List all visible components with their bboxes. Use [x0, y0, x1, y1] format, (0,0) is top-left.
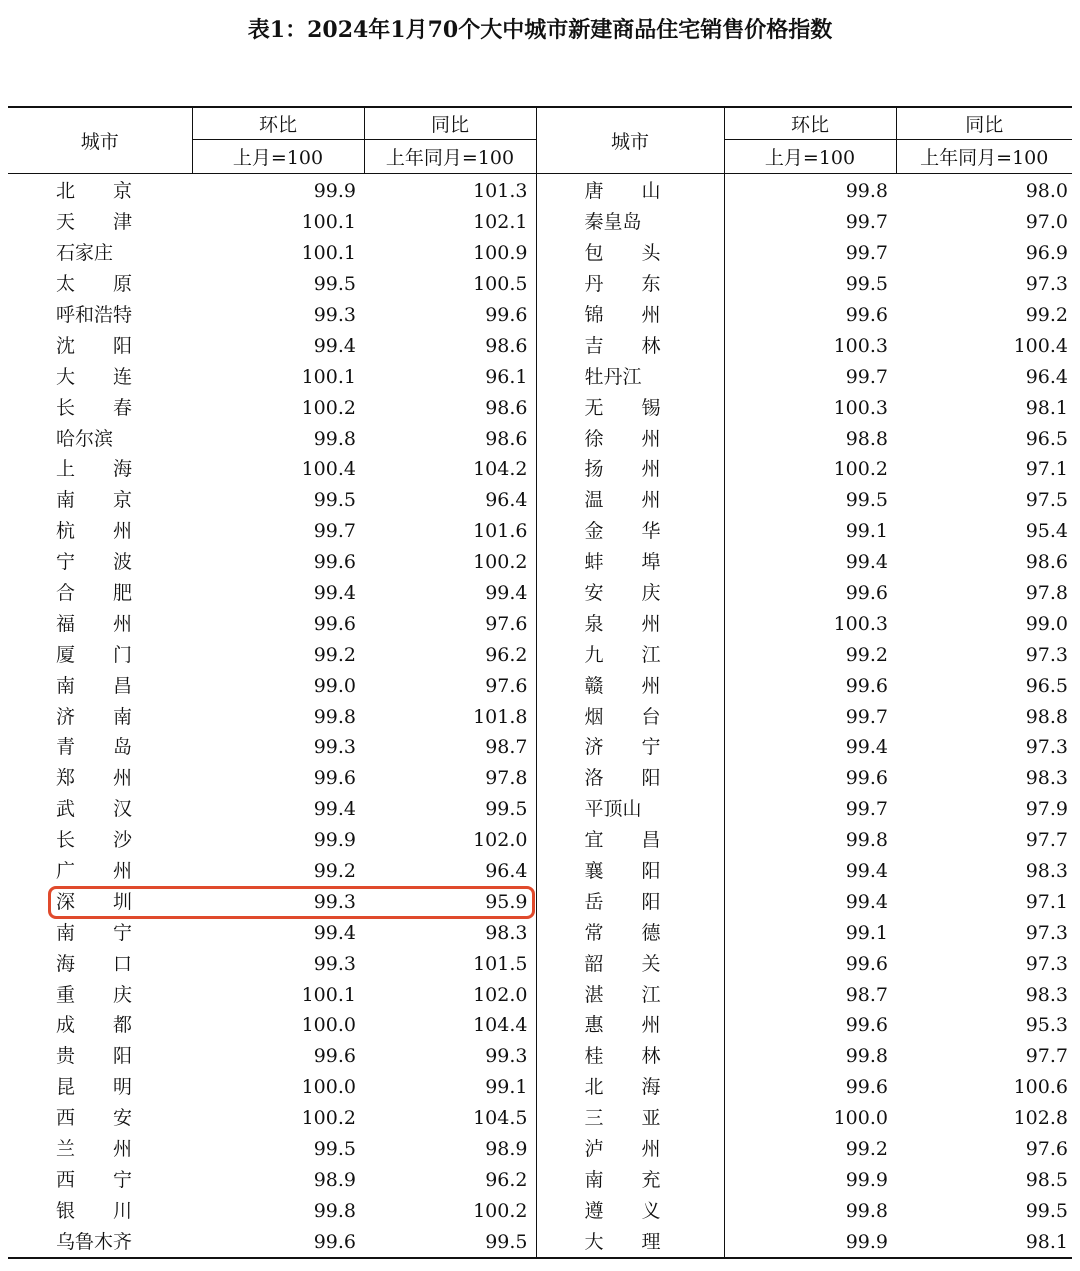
table-row [8, 300, 1072, 331]
cell-mom-left: 100.0 [301, 1014, 356, 1037]
cell-yoy-right: 98.3 [1025, 983, 1068, 1006]
cell-mom-right: 99.1 [724, 917, 896, 948]
cell-mom-left: 99.4 [313, 921, 356, 944]
cell-mom-right: 99.6 [724, 670, 896, 701]
cell-mom-left: 99.6 [313, 551, 356, 574]
cell-city-right: 吉 林 [536, 330, 724, 361]
cell-city-left: 北 京 [56, 180, 133, 203]
cell-city-right: 岳 阳 [536, 886, 724, 917]
cell-yoy-right: 97.7 [1025, 829, 1068, 852]
cell-mom-right: 99.4 [724, 732, 896, 763]
cell-city-right: 蚌 埠 [536, 547, 724, 578]
cell-city-left: 天 津 [56, 211, 133, 234]
cell-mom-right: 99.5 [724, 485, 896, 516]
cell-city-left: 济 南 [56, 705, 133, 728]
cell-yoy-left: 96.4 [485, 489, 528, 512]
cell-mom-left: 99.9 [313, 829, 356, 852]
cell-yoy-right: 97.6 [1025, 1138, 1068, 1161]
table-row [8, 423, 1072, 454]
cell-yoy-right: 98.6 [1025, 551, 1068, 574]
cell-mom-left: 100.2 [301, 396, 356, 419]
cell-yoy-right: 99.5 [1025, 1199, 1068, 1222]
cell-city-right: 扬 州 [536, 454, 724, 485]
cell-yoy-right: 97.5 [1025, 489, 1068, 512]
header-mom-right: 环比 [724, 107, 896, 140]
cell-yoy-left: 102.0 [473, 829, 528, 852]
table-row [8, 207, 1072, 238]
cell-yoy-left: 98.7 [485, 736, 528, 759]
cell-yoy-right: 98.3 [1025, 767, 1068, 790]
cell-yoy-left: 99.4 [485, 582, 528, 605]
cell-mom-left: 99.3 [313, 952, 356, 975]
cell-yoy-left: 99.6 [485, 304, 528, 326]
cell-mom-right: 99.5 [724, 269, 896, 300]
cell-yoy-left: 95.9 [485, 890, 528, 913]
cell-mom-left: 99.6 [313, 1230, 356, 1253]
cell-city-right: 烟 台 [536, 701, 724, 732]
table-row [8, 794, 1072, 825]
cell-yoy-left: 99.3 [485, 1045, 528, 1068]
table-row [8, 485, 1072, 516]
table-row [8, 361, 1072, 392]
cell-yoy-left: 102.0 [473, 983, 528, 1006]
cell-mom-right: 99.7 [724, 207, 896, 238]
cell-mom-right: 99.9 [724, 1165, 896, 1196]
cell-city-left: 昆 明 [56, 1076, 133, 1099]
cell-yoy-left: 96.4 [485, 860, 528, 883]
cell-city-right: 九 江 [536, 639, 724, 670]
cell-yoy-left: 100.5 [473, 273, 528, 296]
cell-city-left: 哈尔滨 [56, 427, 114, 450]
cell-yoy-right: 97.3 [1025, 273, 1068, 296]
table-row [8, 732, 1072, 763]
cell-mom-left: 99.8 [313, 1199, 356, 1222]
cell-mom-left: 100.2 [301, 1107, 356, 1130]
cell-mom-left: 100.1 [301, 242, 356, 265]
cell-yoy-right: 102.8 [1013, 1107, 1068, 1130]
table-row [8, 1041, 1072, 1072]
cell-mom-right: 100.3 [724, 330, 896, 361]
cell-city-right: 平顶山 [536, 794, 724, 825]
cell-yoy-left: 98.9 [485, 1138, 528, 1161]
table-row [8, 269, 1072, 300]
cell-city-right: 常 德 [536, 917, 724, 948]
table-header [8, 107, 1072, 174]
cell-yoy-left: 96.2 [485, 1168, 528, 1191]
cell-mom-left: 99.5 [313, 273, 356, 296]
table-row [8, 639, 1072, 670]
cell-city-right: 泸 州 [536, 1134, 724, 1165]
cell-mom-right: 99.8 [724, 1195, 896, 1226]
cell-mom-right: 99.4 [724, 547, 896, 578]
cell-city-left: 郑 州 [56, 767, 133, 790]
cell-yoy-left: 101.8 [473, 705, 528, 728]
cell-yoy-right: 95.3 [1025, 1014, 1068, 1037]
cell-yoy-right: 97.7 [1025, 1045, 1068, 1068]
table-row [8, 917, 1072, 948]
cell-city-right: 南 充 [536, 1165, 724, 1196]
cell-mom-right: 99.7 [724, 701, 896, 732]
cell-mom-right: 99.1 [724, 516, 896, 547]
table-row [8, 701, 1072, 732]
cell-city-right: 济 宁 [536, 732, 724, 763]
cell-yoy-right: 97.8 [1025, 582, 1068, 605]
cell-mom-right: 100.3 [724, 392, 896, 423]
cell-city-right: 洛 阳 [536, 763, 724, 794]
cell-yoy-right: 96.5 [1025, 427, 1068, 450]
cell-city-right: 秦皇岛 [536, 207, 724, 238]
cell-city-left: 兰 州 [56, 1138, 133, 1161]
table-row [8, 238, 1072, 269]
cell-city-left: 西 宁 [56, 1168, 133, 1191]
table-row [8, 1165, 1072, 1196]
header-city-right: 城市 [536, 107, 724, 174]
table-row [8, 516, 1072, 547]
header-yoy-base-right: 上年同月=100 [896, 140, 1072, 174]
cell-mom-left: 99.4 [313, 334, 356, 357]
cell-mom-left: 99.6 [313, 1045, 356, 1068]
cell-city-left: 厦 门 [56, 643, 133, 666]
cell-city-right: 韶 关 [536, 948, 724, 979]
cell-yoy-right: 100.6 [1013, 1076, 1068, 1099]
cell-city-right: 宜 昌 [536, 825, 724, 856]
table-row [8, 392, 1072, 423]
cell-city-right: 安 庆 [536, 578, 724, 609]
cell-city-left: 沈 阳 [56, 334, 133, 357]
cell-city-left: 广 州 [56, 860, 133, 883]
cell-city-left: 青 岛 [56, 736, 133, 759]
cell-city-left: 上 海 [56, 458, 133, 481]
cell-yoy-right: 98.5 [1025, 1168, 1068, 1191]
cell-yoy-left: 100.2 [473, 551, 528, 574]
cell-mom-left: 100.0 [301, 1076, 356, 1099]
cell-yoy-left: 97.6 [485, 674, 528, 697]
cell-yoy-right: 95.4 [1025, 520, 1068, 543]
cell-mom-left: 99.3 [313, 736, 356, 759]
cell-city-left: 太 原 [56, 273, 133, 296]
cell-city-right: 赣 州 [536, 670, 724, 701]
cell-city-right: 丹 东 [536, 269, 724, 300]
cell-mom-left: 99.7 [313, 520, 356, 543]
cell-mom-right: 99.8 [724, 825, 896, 856]
cell-city-right: 北 海 [536, 1072, 724, 1103]
cell-mom-left: 99.4 [313, 798, 356, 821]
cell-city-left: 武 汉 [56, 798, 133, 821]
cell-mom-right: 99.7 [724, 238, 896, 269]
cell-city-right: 泉 州 [536, 608, 724, 639]
cell-city-right: 大 理 [536, 1226, 724, 1258]
cell-city-left: 福 州 [56, 612, 133, 635]
cell-mom-left: 100.1 [301, 365, 356, 388]
cell-mom-right: 100.3 [724, 608, 896, 639]
cell-yoy-right: 99.0 [1025, 612, 1068, 635]
cell-mom-left: 99.8 [313, 705, 356, 728]
cell-city-right: 三 亚 [536, 1103, 724, 1134]
cell-city-right: 唐 山 [536, 174, 724, 207]
cell-city-left: 南 京 [56, 489, 133, 512]
header-mom-left: 环比 [192, 107, 364, 140]
table-row [8, 1195, 1072, 1226]
cell-yoy-left: 99.1 [485, 1076, 528, 1099]
cell-yoy-right: 97.3 [1025, 921, 1068, 944]
cell-yoy-left: 100.2 [473, 1199, 528, 1222]
cell-mom-right: 99.4 [724, 886, 896, 917]
cell-mom-right: 99.8 [724, 174, 896, 207]
cell-yoy-left: 102.1 [473, 211, 528, 234]
cell-city-right: 无 锡 [536, 392, 724, 423]
cell-mom-left: 99.9 [313, 180, 356, 203]
cell-yoy-right: 97.1 [1025, 458, 1068, 481]
cell-mom-right: 99.6 [724, 1072, 896, 1103]
table-row [8, 1072, 1072, 1103]
cell-mom-right: 100.0 [724, 1103, 896, 1134]
cell-mom-right: 99.4 [724, 856, 896, 887]
cell-city-right: 襄 阳 [536, 856, 724, 887]
table-row [8, 454, 1072, 485]
cell-yoy-right: 98.1 [1025, 1230, 1068, 1253]
table-row [8, 948, 1072, 979]
cell-yoy-right: 98.3 [1025, 860, 1068, 883]
cell-mom-left: 99.2 [313, 860, 356, 883]
cell-mom-right: 99.2 [724, 1134, 896, 1165]
header-yoy-left: 同比 [364, 107, 536, 140]
cell-yoy-left: 104.4 [473, 1014, 528, 1037]
cell-yoy-left: 101.5 [473, 952, 528, 975]
table-row [8, 578, 1072, 609]
cell-yoy-left: 96.1 [485, 365, 528, 388]
cell-city-left: 乌鲁木齐 [56, 1230, 133, 1253]
cell-yoy-left: 98.6 [485, 334, 528, 357]
cell-mom-left: 99.8 [313, 427, 356, 450]
cell-mom-right: 99.6 [724, 763, 896, 794]
cell-yoy-left: 101.3 [473, 180, 528, 203]
cell-city-left: 石家庄 [56, 242, 114, 265]
table-row [8, 547, 1072, 578]
cell-yoy-left: 99.5 [485, 798, 528, 821]
cell-city-right: 包 头 [536, 238, 724, 269]
header-mom-base-right: 上月=100 [724, 140, 896, 174]
cell-city-left: 成 都 [56, 1014, 133, 1037]
cell-yoy-left: 96.2 [485, 643, 528, 666]
header-mom-base-left: 上月=100 [192, 140, 364, 174]
table-row [8, 1134, 1072, 1165]
cell-yoy-left: 97.8 [485, 767, 528, 790]
cell-mom-right: 99.6 [724, 1010, 896, 1041]
cell-city-left: 大 连 [56, 365, 133, 388]
cell-city-left: 杭 州 [56, 520, 133, 543]
table-row [8, 1226, 1072, 1258]
cell-yoy-right: 97.9 [1025, 798, 1068, 821]
cell-yoy-right: 97.3 [1025, 736, 1068, 759]
cell-yoy-right: 98.0 [1025, 180, 1068, 203]
table-row [8, 886, 1072, 917]
cell-yoy-left: 104.5 [473, 1107, 528, 1130]
cell-yoy-right: 97.3 [1025, 952, 1068, 975]
cell-yoy-left: 99.5 [485, 1230, 528, 1253]
cell-mom-left: 99.3 [313, 304, 356, 326]
cell-yoy-left: 104.2 [473, 458, 528, 481]
cell-mom-right: 100.2 [724, 454, 896, 485]
cell-mom-right: 99.6 [724, 300, 896, 331]
table-row [8, 608, 1072, 639]
cell-yoy-right: 99.2 [1025, 304, 1068, 326]
cell-yoy-left: 101.6 [473, 520, 528, 543]
cell-mom-left: 99.5 [313, 1138, 356, 1161]
cell-yoy-right: 97.1 [1025, 890, 1068, 913]
cell-mom-right: 99.6 [724, 948, 896, 979]
cell-yoy-left: 98.6 [485, 427, 528, 450]
cell-city-right: 徐 州 [536, 423, 724, 454]
cell-yoy-right: 96.9 [1025, 242, 1068, 265]
cell-yoy-left: 98.3 [485, 921, 528, 944]
cell-mom-right: 98.8 [724, 423, 896, 454]
cell-mom-left: 100.1 [301, 983, 356, 1006]
cell-city-left: 海 口 [56, 952, 133, 975]
cell-yoy-right: 96.4 [1025, 365, 1068, 388]
cell-mom-left: 99.3 [313, 890, 356, 913]
table-row [8, 670, 1072, 701]
header-yoy-right: 同比 [896, 107, 1072, 140]
table-row [8, 763, 1072, 794]
cell-city-left: 南 宁 [56, 921, 133, 944]
cell-yoy-right: 97.0 [1025, 211, 1068, 234]
cell-yoy-left: 100.9 [473, 242, 528, 265]
cell-mom-left: 99.0 [313, 674, 356, 697]
cell-yoy-right: 98.8 [1025, 705, 1068, 728]
cell-city-left: 重 庆 [56, 983, 133, 1006]
cell-city-left: 宁 波 [56, 551, 133, 574]
price-index-table [8, 106, 1072, 1259]
cell-yoy-right: 98.1 [1025, 396, 1068, 419]
cell-city-left: 合 肥 [56, 582, 133, 605]
cell-city-left: 呼和浩特 [56, 304, 133, 326]
cell-city-left: 西 安 [56, 1107, 133, 1130]
cell-city-left: 贵 阳 [56, 1045, 133, 1068]
cell-mom-right: 99.2 [724, 639, 896, 670]
header-city-left: 城市 [8, 107, 192, 174]
table-row [8, 174, 1072, 207]
cell-mom-left: 99.4 [313, 582, 356, 605]
cell-city-right: 牡丹江 [536, 361, 724, 392]
cell-city-left: 南 昌 [56, 674, 133, 697]
cell-mom-right: 99.7 [724, 361, 896, 392]
cell-city-right: 桂 林 [536, 1041, 724, 1072]
cell-yoy-right: 100.4 [1013, 334, 1068, 357]
cell-mom-right: 98.7 [724, 979, 896, 1010]
cell-city-right: 锦 州 [536, 300, 724, 331]
cell-city-right: 遵 义 [536, 1195, 724, 1226]
table-row [8, 1010, 1072, 1041]
cell-yoy-right: 96.5 [1025, 674, 1068, 697]
cell-mom-right: 99.9 [724, 1226, 896, 1258]
cell-mom-left: 99.2 [313, 643, 356, 666]
cell-yoy-left: 98.6 [485, 396, 528, 419]
cell-city-left: 深 圳 [56, 890, 133, 913]
cell-city-left: 银 川 [56, 1199, 133, 1222]
cell-city-right: 金 华 [536, 516, 724, 547]
cell-yoy-left: 97.6 [485, 612, 528, 635]
header-yoy-base-left: 上年同月=100 [364, 140, 536, 174]
cell-mom-left: 100.4 [301, 458, 356, 481]
page-title: 表1：2024年1月70个大中城市新建商品住宅销售价格指数 [247, 17, 833, 43]
cell-mom-left: 99.5 [313, 489, 356, 512]
table-row [8, 856, 1072, 887]
cell-mom-right: 99.6 [724, 578, 896, 609]
table-body [8, 174, 1072, 1259]
table-row [8, 330, 1072, 361]
cell-mom-left: 98.9 [313, 1168, 356, 1191]
cell-mom-left: 99.6 [313, 612, 356, 635]
cell-city-right: 惠 州 [536, 1010, 724, 1041]
cell-mom-right: 99.7 [724, 794, 896, 825]
cell-mom-left: 100.1 [301, 211, 356, 234]
cell-city-right: 温 州 [536, 485, 724, 516]
cell-city-right: 湛 江 [536, 979, 724, 1010]
table-row [8, 1103, 1072, 1134]
price-index-table-wrap [8, 106, 1072, 1259]
cell-city-left: 长 沙 [56, 829, 133, 852]
cell-mom-right: 99.8 [724, 1041, 896, 1072]
cell-yoy-right: 97.3 [1025, 643, 1068, 666]
table-row [8, 825, 1072, 856]
table-row [8, 979, 1072, 1010]
cell-mom-left: 99.6 [313, 767, 356, 790]
cell-city-left: 长 春 [56, 396, 133, 419]
